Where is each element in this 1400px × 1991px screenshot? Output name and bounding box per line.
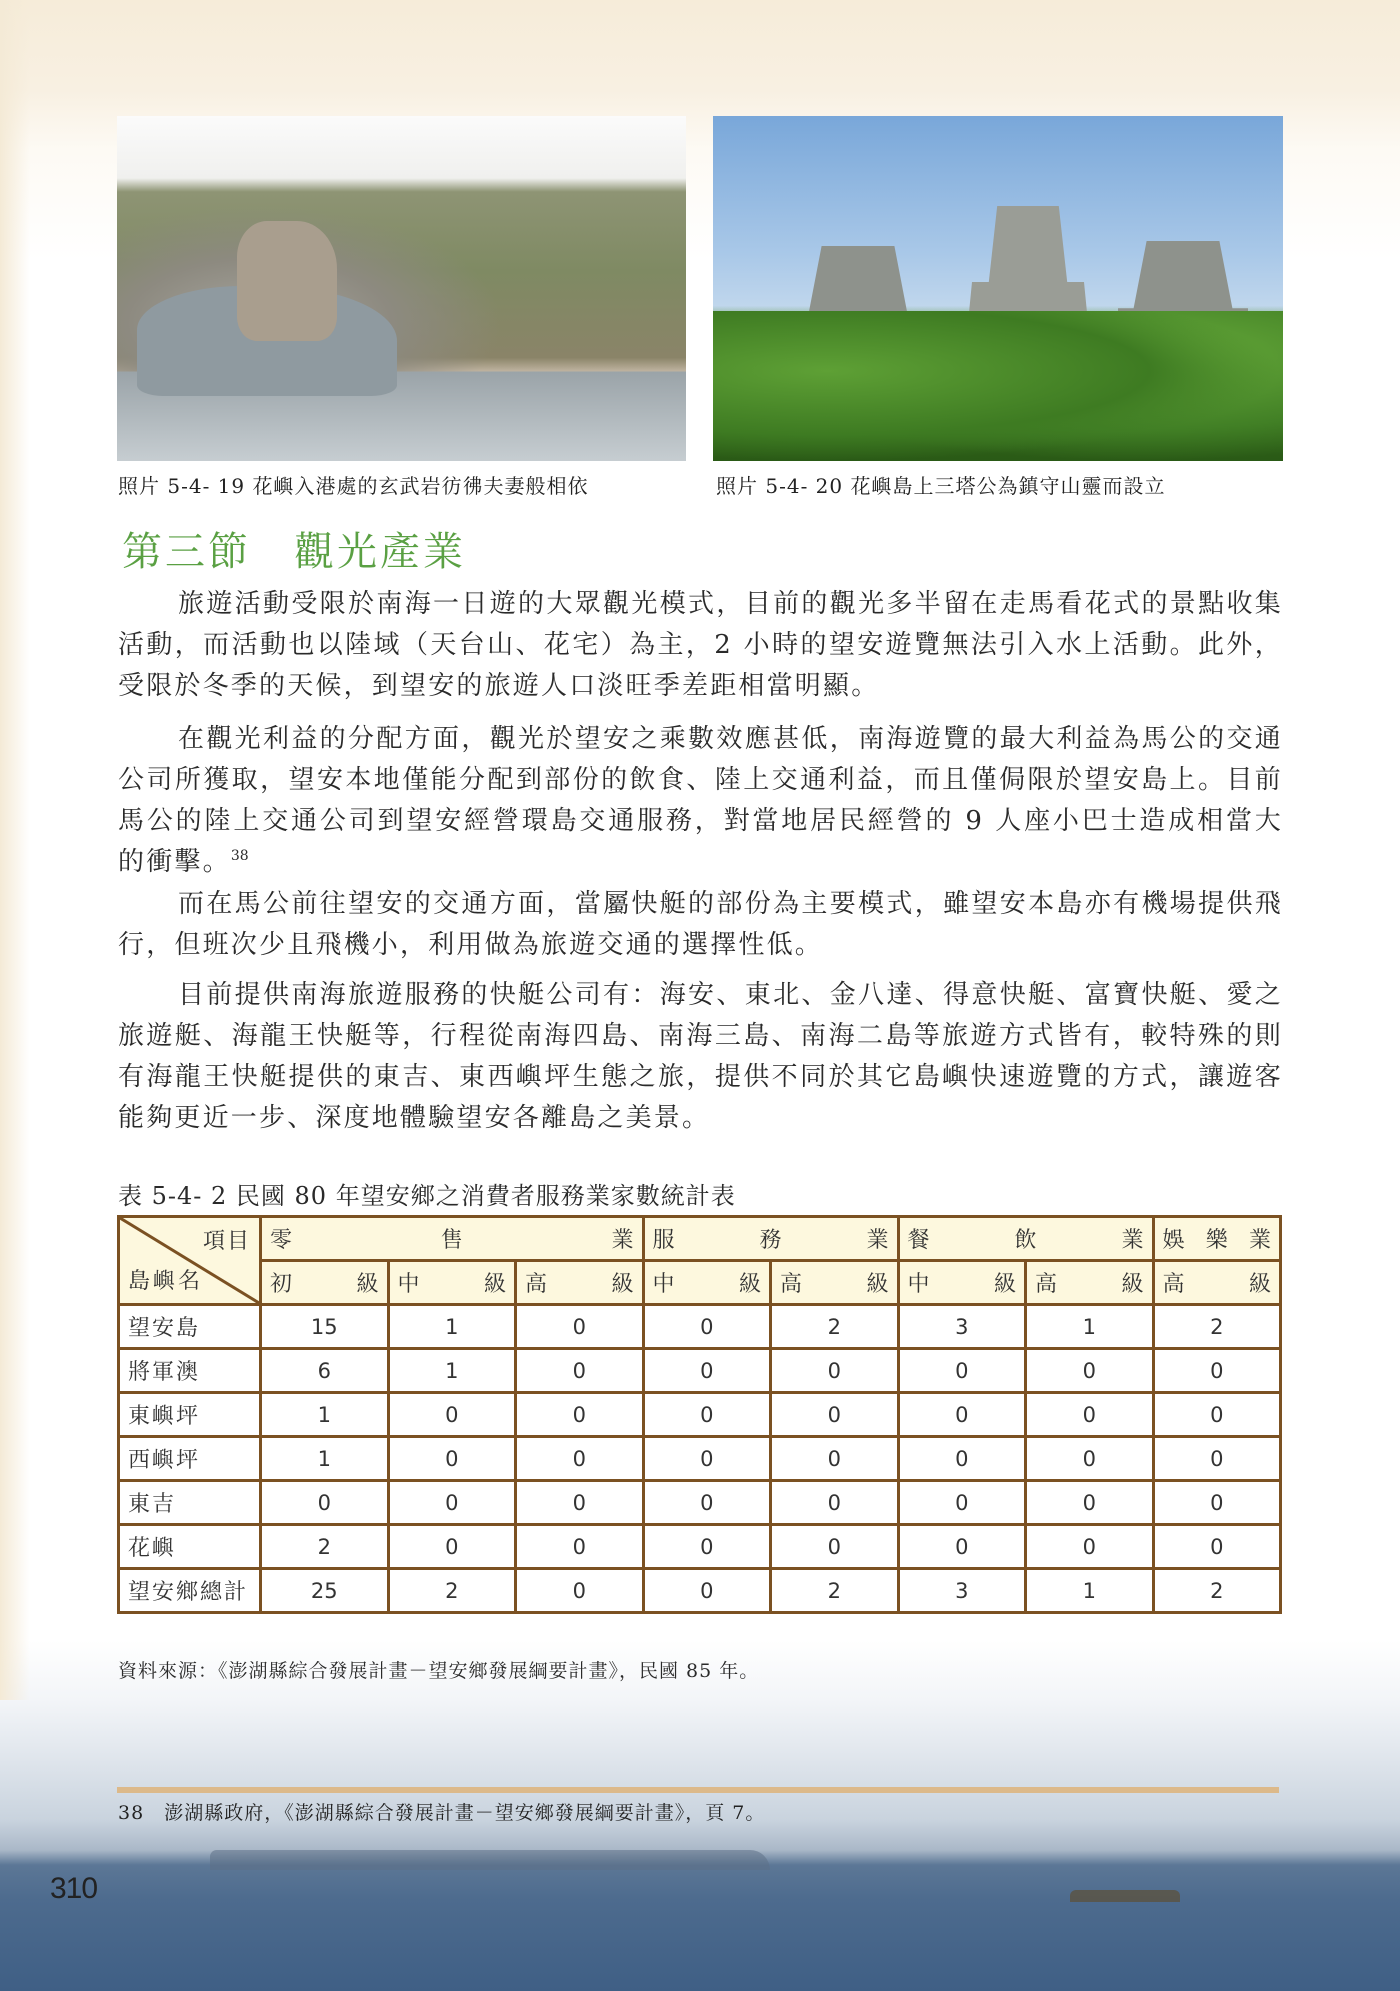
table-cell-count: 0 [643, 1569, 771, 1613]
table-cell-count: 2 [1153, 1305, 1281, 1349]
table-cell-count: 0 [516, 1393, 644, 1437]
table-row [119, 1305, 1281, 1349]
table-cell-count: 1 [1026, 1305, 1154, 1349]
header-char: 業 [611, 1228, 634, 1253]
footnote-reference[interactable]: 38 [230, 848, 249, 864]
body-paragraph: 目前提供南海旅遊服務的快艇公司有：海安、東北、金八達、得意快艇、富寶快艇、愛之旅遊艇、海龍王快艇等，行程從南海四島、南海三島、南海二島等旅遊方式皆有，較特殊的則有海龍王快艇提供的東吉、東西嶼坪生態之旅，提供不同於其它島嶼快速遊覽的方式，讓遊客能夠更近一步、深度地體驗望安各離島之美景。 [118, 980, 1283, 1133]
level-header [1153, 1261, 1281, 1305]
photo-caption: 照片 5-4- 20 花嶼島上三塔公為鎮守山靈而設立 [716, 474, 1166, 498]
level-header [898, 1261, 1026, 1305]
header-char: 級 [738, 1272, 761, 1297]
table-cell-count: 0 [388, 1393, 516, 1437]
photo-caption: 照片 5-4- 19 花嶼入港處的玄武岩彷彿夫妻般相依 [118, 474, 589, 498]
table-cell-count: 6 [261, 1349, 389, 1393]
photo-three-towers [713, 116, 1283, 461]
vegetation-shape [713, 311, 1283, 461]
table-cell-count: 0 [771, 1481, 899, 1525]
row-island-name: 望安鄉總計 [119, 1569, 261, 1613]
table-row [119, 1437, 1281, 1481]
table-cell-count: 0 [771, 1393, 899, 1437]
sea-rocks-graphic [1070, 1890, 1180, 1902]
corner-column-label: 項目 [202, 1229, 251, 1254]
table-source-note: 資料來源：《澎湖縣綜合發展計畫－望安鄉發展綱要計畫》，民國 85 年。 [118, 1660, 760, 1682]
paper-texture [0, 0, 30, 1700]
table-cell-count: 1 [261, 1437, 389, 1481]
table-cell-count: 0 [643, 1525, 771, 1569]
table-cell-count: 0 [516, 1481, 644, 1525]
header-char: 中 [652, 1272, 675, 1297]
table-cell-count: 0 [1026, 1437, 1154, 1481]
footnote-divider [117, 1787, 1279, 1793]
table-row [119, 1349, 1281, 1393]
table-cell-count: 0 [388, 1525, 516, 1569]
table-cell-count: 0 [516, 1305, 644, 1349]
group-header-entertainment [1153, 1217, 1281, 1261]
table-cell-count: 1 [388, 1305, 516, 1349]
table-cell-count: 0 [898, 1393, 1026, 1437]
table-cell-count: 0 [516, 1349, 644, 1393]
footnote-text: 澎湖縣政府，《澎湖縣綜合發展計畫－望安鄉發展綱要計畫》，頁 7。 [164, 1802, 766, 1824]
table-cell-count: 1 [261, 1393, 389, 1437]
table-row [119, 1525, 1281, 1569]
page-number: 310 [50, 1872, 98, 1905]
table-cell-count: 0 [898, 1525, 1026, 1569]
table-body [119, 1305, 1281, 1613]
table-cell-count: 0 [1026, 1349, 1154, 1393]
table-cell-count: 0 [388, 1437, 516, 1481]
level-header [261, 1261, 389, 1305]
header-char: 中 [907, 1272, 930, 1297]
header-char: 餐 [907, 1228, 930, 1253]
header-char: 級 [1248, 1272, 1271, 1297]
table-cell-count: 1 [388, 1349, 516, 1393]
header-char: 高 [1035, 1272, 1058, 1297]
header-char: 級 [866, 1272, 889, 1297]
table-cell-count: 2 [771, 1305, 899, 1349]
header-char: 務 [759, 1228, 782, 1253]
row-island-name: 望安島 [119, 1305, 261, 1349]
section-title: 第三節 觀光產業 [122, 529, 466, 575]
level-header [516, 1261, 644, 1305]
distant-island-graphic [210, 1850, 770, 1870]
level-header [388, 1261, 516, 1305]
body-paragraph: 旅遊活動受限於南海一日遊的大眾觀光模式，目前的觀光多半留在走馬看花式的景點收集活動，而活動也以陸域（天台山、花宅）為主，2 小時的望安遊覽無法引入水上活動。此外，受限於冬季的天候，到望安的旅遊人口淡旺季差距相當明顯。 [118, 589, 1283, 701]
table-cell-count: 0 [898, 1437, 1026, 1481]
row-island-name: 東吉 [119, 1481, 261, 1525]
table-cell-count: 0 [771, 1525, 899, 1569]
paragraph-text: 在觀光利益的分配方面，觀光於望安之乘數效應甚低，南海遊覽的最大利益為馬公的交通公司所獲取，望安本地僅能分配到部份的飲食、陸上交通利益，而且僅侷限於望安島上。目前馬公的陸上交通公司到望安經營環島交通服務，對當地居民經營的 9 人座小巴士造成相當大的衝擊。 [118, 724, 1283, 877]
table-cell-count: 0 [643, 1393, 771, 1437]
table-cell-count: 0 [643, 1437, 771, 1481]
header-char: 樂 [1205, 1228, 1228, 1253]
table-subheader-row [119, 1261, 1281, 1305]
table-cell-count: 0 [1153, 1525, 1281, 1569]
header-char: 級 [356, 1272, 379, 1297]
header-char: 初 [270, 1272, 293, 1297]
body-paragraph: 而在馬公前往望安的交通方面，當屬快艇的部份為主要模式，雖望安本島亦有機場提供飛行，但班次少且飛機小，利用做為旅遊交通的選擇性低。 [118, 889, 1283, 960]
table-cell-count: 2 [261, 1525, 389, 1569]
table-cell-count: 2 [1153, 1569, 1281, 1613]
row-island-name: 東嶼坪 [119, 1393, 261, 1437]
table-cell-count: 0 [1153, 1349, 1281, 1393]
table-cell-count: 0 [771, 1349, 899, 1393]
table-cell-count: 25 [261, 1569, 389, 1613]
header-char: 級 [1121, 1272, 1144, 1297]
header-char: 級 [611, 1272, 634, 1297]
table-cell-count: 2 [771, 1569, 899, 1613]
header-char: 零 [270, 1228, 293, 1253]
level-header [643, 1261, 771, 1305]
table-cell-count: 0 [898, 1349, 1026, 1393]
group-header-service [643, 1217, 898, 1261]
table-title: 表 5-4- 2 民國 80 年望安鄉之消費者服務業家數統計表 [118, 1182, 736, 1210]
table-cell-count: 0 [1026, 1393, 1154, 1437]
table-cell-count: 0 [1026, 1481, 1154, 1525]
table-cell-count: 0 [516, 1569, 644, 1613]
header-char: 娛 [1162, 1228, 1185, 1253]
rock-shape [237, 221, 337, 341]
row-island-name: 將軍澳 [119, 1349, 261, 1393]
group-header-retail [261, 1217, 644, 1261]
corner-row-label: 島嶼名 [128, 1269, 204, 1294]
table-cell-count: 0 [1153, 1481, 1281, 1525]
table-cell-count: 0 [261, 1481, 389, 1525]
table-cell-count: 0 [516, 1525, 644, 1569]
table-cell-count: 0 [643, 1481, 771, 1525]
header-char: 高 [1162, 1272, 1185, 1297]
header-char: 業 [1248, 1228, 1271, 1253]
table-cell-count: 0 [898, 1481, 1026, 1525]
level-header [1026, 1261, 1154, 1305]
footnote [118, 1798, 765, 1825]
footnote-number: 38 [118, 1802, 145, 1824]
header-char: 高 [525, 1272, 548, 1297]
table-corner-header [119, 1217, 261, 1305]
table-cell-count: 0 [643, 1305, 771, 1349]
table-header-row [119, 1217, 1281, 1261]
table-cell-count: 0 [771, 1437, 899, 1481]
header-char: 售 [440, 1228, 463, 1253]
header-char: 業 [866, 1228, 889, 1253]
table-row [119, 1393, 1281, 1437]
table-cell-count: 0 [643, 1349, 771, 1393]
row-island-name: 花嶼 [119, 1525, 261, 1569]
header-char: 級 [483, 1272, 506, 1297]
group-header-food [898, 1217, 1153, 1261]
header-char: 服 [652, 1228, 675, 1253]
table-cell-count: 3 [898, 1305, 1026, 1349]
row-island-name: 西嶼坪 [119, 1437, 261, 1481]
header-char: 中 [397, 1272, 420, 1297]
table-cell-count: 0 [1026, 1525, 1154, 1569]
table-cell-count: 15 [261, 1305, 389, 1349]
table-row [119, 1481, 1281, 1525]
table-cell-count: 0 [388, 1481, 516, 1525]
statistics-table [117, 1215, 1282, 1614]
table-row [119, 1569, 1281, 1613]
level-header [771, 1261, 899, 1305]
table-cell-count: 2 [388, 1569, 516, 1613]
table-cell-count: 1 [1026, 1569, 1154, 1613]
header-char: 高 [780, 1272, 803, 1297]
header-char: 級 [993, 1272, 1016, 1297]
header-char: 飲 [1014, 1228, 1037, 1253]
header-char: 業 [1121, 1228, 1144, 1253]
table-cell-count: 0 [516, 1437, 644, 1481]
table-cell-count: 0 [1153, 1437, 1281, 1481]
table-cell-count: 0 [1153, 1393, 1281, 1437]
body-paragraph [118, 719, 1283, 883]
table-cell-count: 3 [898, 1569, 1026, 1613]
photo-basalt-rocks [117, 116, 686, 461]
